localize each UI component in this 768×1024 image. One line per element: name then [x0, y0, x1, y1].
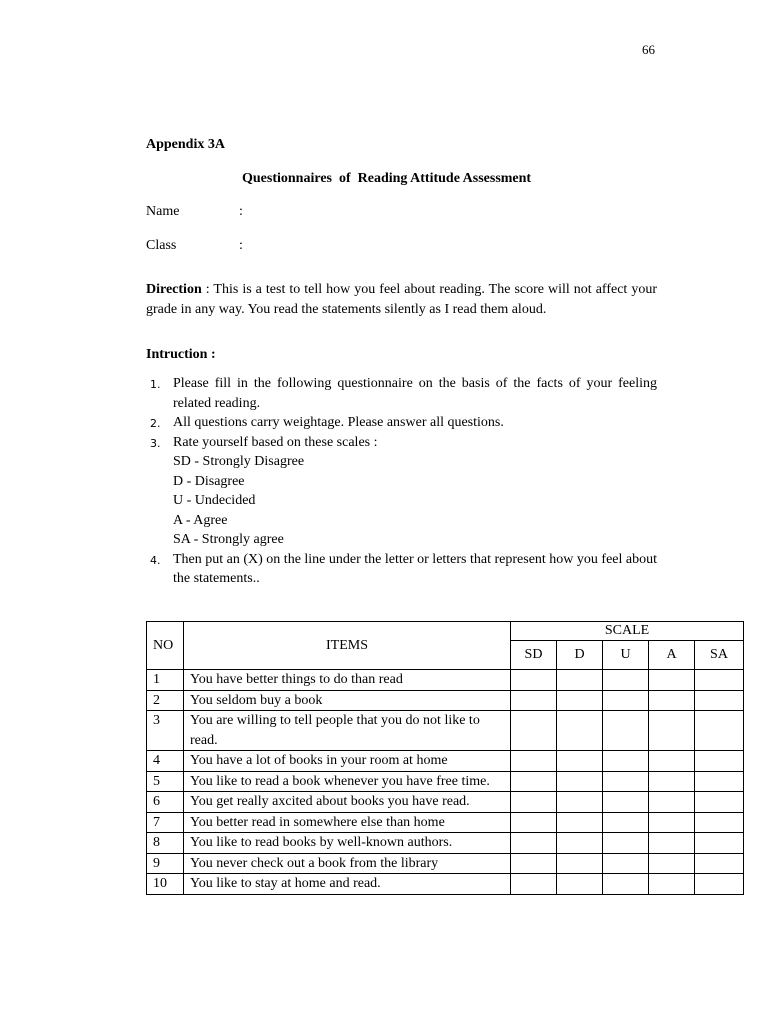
document-title: Questionnaires of Reading Attitude Assessment	[242, 171, 532, 186]
answer-cell-sd[interactable]	[511, 874, 557, 895]
answer-cell-a[interactable]	[649, 812, 695, 833]
instruction-item	[146, 550, 657, 589]
answer-cell-u[interactable]	[603, 711, 649, 751]
direction-label: Direction	[146, 282, 202, 297]
table-row	[147, 874, 744, 895]
instruction-number: 1.	[150, 378, 161, 391]
row-number: 6	[147, 792, 184, 813]
table-row	[147, 771, 744, 792]
header-scale-a: A	[649, 641, 695, 670]
table-row	[147, 812, 744, 833]
table-body	[147, 670, 744, 895]
instruction-item	[146, 413, 657, 433]
answer-cell-sd[interactable]	[511, 792, 557, 813]
answer-cell-sa[interactable]	[695, 812, 744, 833]
name-field-row	[146, 204, 243, 220]
row-number: 5	[147, 771, 184, 792]
header-scale-sd: SD	[511, 641, 557, 670]
answer-cell-sd[interactable]	[511, 771, 557, 792]
answer-cell-a[interactable]	[649, 853, 695, 874]
row-item-statement: You like to read a book whenever you have free time.	[184, 771, 511, 792]
answer-cell-sa[interactable]	[695, 670, 744, 691]
answer-cell-d[interactable]	[557, 711, 603, 751]
table-row	[147, 690, 744, 711]
appendix-label: Appendix 3A	[146, 137, 225, 152]
answer-cell-a[interactable]	[649, 792, 695, 813]
answer-cell-d[interactable]	[557, 833, 603, 854]
table-row	[147, 751, 744, 772]
row-item-statement: You have better things to do than read	[184, 670, 511, 691]
answer-cell-u[interactable]	[603, 792, 649, 813]
row-item-statement: You never check out a book from the library	[184, 853, 511, 874]
instruction-number: 3.	[150, 436, 161, 450]
answer-cell-d[interactable]	[557, 874, 603, 895]
answer-cell-a[interactable]	[649, 711, 695, 751]
answer-cell-a[interactable]	[649, 751, 695, 772]
answer-cell-sa[interactable]	[695, 751, 744, 772]
answer-cell-sd[interactable]	[511, 812, 557, 833]
row-item-statement: You have a lot of books in your room at home	[184, 751, 511, 772]
direction-paragraph	[146, 280, 657, 319]
row-item-statement: You like to stay at home and read.	[184, 874, 511, 895]
scale-definition: U - Undecided	[173, 493, 256, 508]
instruction-text: Rate yourself based on these scales :	[173, 434, 378, 450]
answer-cell-a[interactable]	[649, 771, 695, 792]
answer-cell-u[interactable]	[603, 833, 649, 854]
answer-cell-sd[interactable]	[511, 690, 557, 711]
answer-cell-sa[interactable]	[695, 833, 744, 854]
header-scale-d: D	[557, 641, 603, 670]
answer-cell-a[interactable]	[649, 690, 695, 711]
answer-cell-u[interactable]	[603, 853, 649, 874]
answer-cell-a[interactable]	[649, 874, 695, 895]
questionnaire-table	[146, 621, 744, 895]
page-number: 66	[642, 42, 655, 57]
instruction-number: 4.	[150, 553, 161, 567]
answer-cell-u[interactable]	[603, 771, 649, 792]
table-row	[147, 711, 744, 751]
row-item-statement: You better read in somewhere else than home	[184, 812, 511, 833]
header-items: ITEMS	[184, 622, 511, 670]
answer-cell-d[interactable]	[557, 792, 603, 813]
answer-cell-sd[interactable]	[511, 853, 557, 874]
answer-cell-sd[interactable]	[511, 670, 557, 691]
table-row	[147, 853, 744, 874]
row-number: 1	[147, 670, 184, 691]
instruction-text: All questions carry weightage. Please answer all questions.	[173, 415, 504, 430]
instruction-number: 2.	[150, 417, 161, 430]
answer-cell-sa[interactable]	[695, 771, 744, 792]
answer-cell-d[interactable]	[557, 670, 603, 691]
answer-cell-d[interactable]	[557, 771, 603, 792]
class-field-row	[146, 238, 243, 254]
row-item-statement: You get really axcited about books you have read.	[184, 792, 511, 813]
answer-cell-a[interactable]	[649, 833, 695, 854]
answer-cell-d[interactable]	[557, 812, 603, 833]
instruction-item	[146, 374, 657, 413]
answer-cell-d[interactable]	[557, 853, 603, 874]
direction-text: : This is a test to tell how you feel about reading. The score will not affect your grade in any way. You read the statements silently as I read them aloud.	[146, 282, 657, 317]
answer-cell-sd[interactable]	[511, 833, 557, 854]
table-row	[147, 792, 744, 813]
answer-cell-sd[interactable]	[511, 751, 557, 772]
row-item-statement: You seldom buy a book	[184, 690, 511, 711]
row-item-statement: You like to read books by well-known authors.	[184, 833, 511, 854]
scale-definition: D - Disagree	[173, 473, 245, 489]
answer-cell-u[interactable]	[603, 812, 649, 833]
header-scale: SCALE	[511, 622, 744, 641]
scale-definition: SA - Strongly agree	[173, 532, 284, 547]
row-number: 4	[147, 751, 184, 772]
header-scale-sa: SA	[695, 641, 744, 670]
answer-cell-sa[interactable]	[695, 874, 744, 895]
row-number: 9	[147, 853, 184, 874]
answer-cell-d[interactable]	[557, 751, 603, 772]
answer-cell-u[interactable]	[603, 690, 649, 711]
answer-cell-u[interactable]	[603, 670, 649, 691]
answer-cell-sd[interactable]	[511, 711, 557, 751]
instruction-text: Please fill in the following questionnaire on the basis of the facts of your feeling related reading.	[173, 376, 657, 411]
answer-cell-u[interactable]	[603, 751, 649, 772]
answer-cell-a[interactable]	[649, 670, 695, 691]
table-row	[147, 833, 744, 854]
answer-cell-sa[interactable]	[695, 853, 744, 874]
name-separator: :	[239, 204, 243, 219]
row-number: 3	[147, 711, 184, 751]
row-number: 10	[147, 874, 184, 895]
name-label: Name	[146, 204, 180, 219]
row-number: 8	[147, 833, 184, 854]
instruction-text: Then put an (X) on the line under the letter or letters that represent how you feel about the statements..	[173, 551, 657, 586]
answer-cell-d[interactable]	[557, 690, 603, 711]
answer-cell-u[interactable]	[603, 874, 649, 895]
instruction-list	[146, 374, 657, 589]
scale-definition: SD - Strongly Disagree	[173, 454, 305, 469]
answer-cell-sa[interactable]	[695, 792, 744, 813]
instruction-heading: Intruction :	[146, 347, 216, 362]
header-no: NO	[147, 622, 184, 670]
row-number: 2	[147, 690, 184, 711]
header-scale-u: U	[603, 641, 649, 670]
row-number: 7	[147, 812, 184, 833]
class-label: Class	[146, 238, 177, 253]
instruction-item	[146, 433, 657, 550]
answer-cell-sa[interactable]	[695, 690, 744, 711]
answer-cell-sa[interactable]	[695, 711, 744, 751]
row-item-statement: You are willing to tell people that you do not like to read.	[184, 711, 511, 751]
table-row	[147, 670, 744, 691]
class-separator: :	[239, 238, 243, 253]
scale-definition: A - Agree	[173, 512, 228, 528]
